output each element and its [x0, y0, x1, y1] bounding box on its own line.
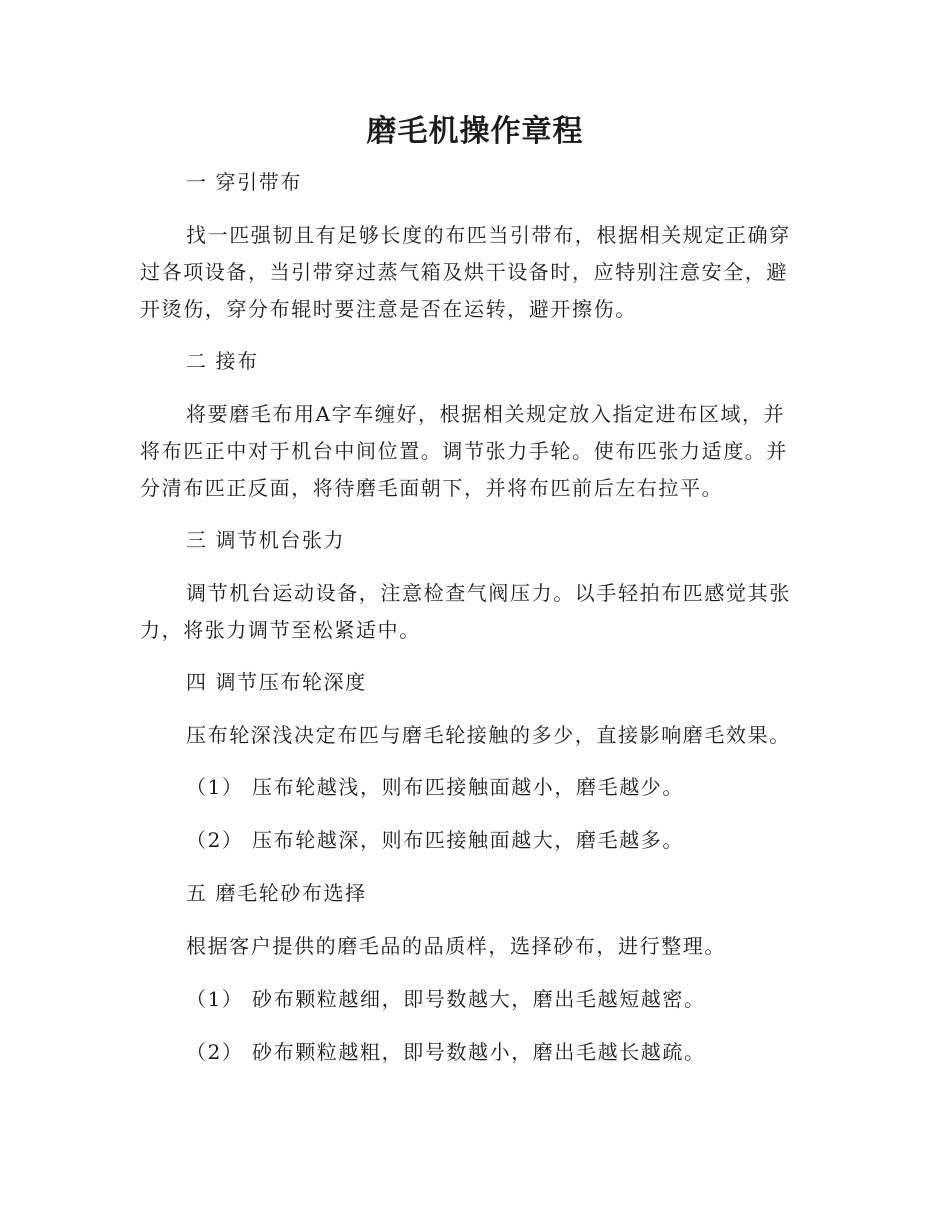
paragraph-line: 将布匹正中对于机台中间位置。调节张力手轮。使布匹张力适度。并 [140, 439, 788, 463]
section-heading: 一 穿引带布 [186, 170, 302, 194]
list-item [186, 772, 684, 802]
list-item-number: （1） [186, 987, 244, 1011]
section-heading: 二 接布 [186, 349, 259, 373]
list-item-number: （1） [186, 775, 244, 799]
section-heading: 五 磨毛轮砂布选择 [186, 881, 367, 905]
list-item [186, 825, 684, 855]
paragraph-line: 压布轮深浅决定布匹与磨毛轮接触的多少，直接影响磨毛效果。 [186, 723, 791, 747]
paragraph-line: 力，将张力调节至松紧适中。 [140, 618, 421, 642]
list-item-number: （2） [186, 1040, 244, 1064]
paragraph-line: 分清布匹正反面，将待磨毛面朝下，并将布匹前后左右拉平。 [140, 476, 724, 500]
document-title: 磨毛机操作章程 [366, 114, 584, 149]
paragraph-line: 过各项设备，当引带穿过蒸气箱及烘干设备时，应特别注意安全，避 [140, 260, 788, 284]
paragraph-line: 将要磨毛布用A字车缠好，根据相关规定放入指定进布区域，并 [186, 402, 786, 426]
list-item-text: 压布轮越浅，则布匹接触面越小，磨毛越少。 [252, 775, 684, 799]
paragraph-line: 开烫伤，穿分布辊时要注意是否在运转，避开擦伤。 [140, 297, 637, 321]
paragraph-line: 根据客户提供的磨毛品的品质样，选择砂布，进行整理。 [186, 934, 726, 958]
list-item [186, 1037, 706, 1067]
list-item-text: 砂布颗粒越粗，即号数越小，磨出毛越长越疏。 [252, 1040, 706, 1064]
list-item [186, 984, 706, 1014]
section-heading: 三 调节机台张力 [186, 528, 346, 552]
paragraph-line: 找一匹强韧且有足够长度的布匹当引带布，根据相关规定正确穿 [186, 223, 791, 247]
list-item-number: （2） [186, 828, 244, 852]
section-heading: 四 调节压布轮深度 [186, 670, 367, 694]
list-item-text: 压布轮越深，则布匹接触面越大，磨毛越多。 [252, 828, 684, 852]
paragraph-line: 调节机台运动设备，注意检查气阀压力。以手轻拍布匹感觉其张 [186, 581, 791, 605]
list-item-text: 砂布颗粒越细，即号数越大，磨出毛越短越密。 [252, 987, 706, 1011]
